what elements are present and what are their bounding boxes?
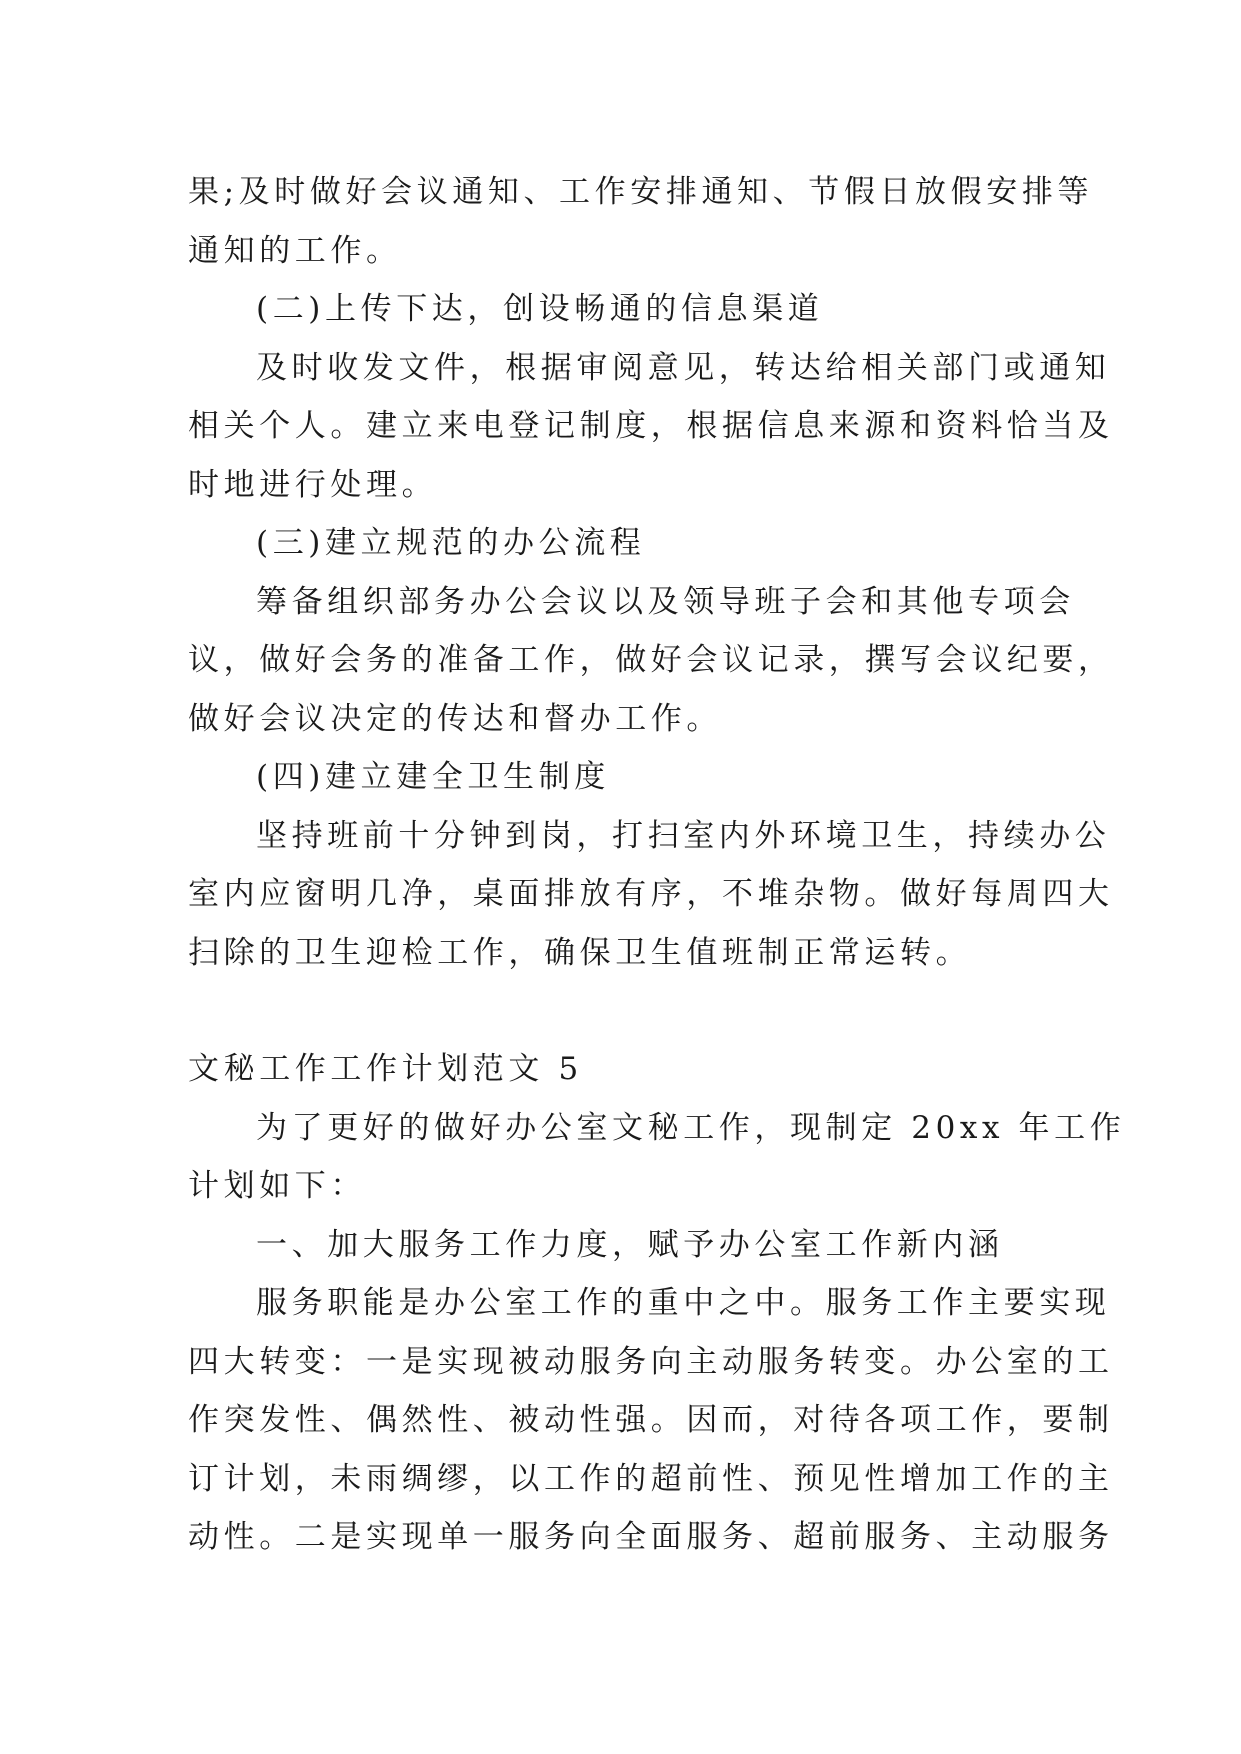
- paragraph-line: 坚持班前十分钟到岗，打扫室内外环境卫生，持续办公: [256, 817, 1111, 854]
- paragraph-line: 计划如下：: [188, 1168, 366, 1204]
- paragraph-line: 室内应窗明几净，桌面排放有序，不堆杂物。做好每周四大: [188, 876, 1114, 912]
- subheading-3: (三)建立规范的办公流程: [256, 525, 646, 561]
- subheading-2: (二)上传下达，创设畅通的信息渠道: [256, 291, 824, 327]
- document-body: [188, 163, 1126, 1567]
- section-title: 文秘工作工作计划范文 5: [188, 1051, 583, 1087]
- paragraph-line: 做好会议决定的传达和督办工作。: [188, 700, 722, 737]
- paragraph-line: 为了更好的做好办公室文秘工作，现制定 20xx 年工作: [256, 1109, 1126, 1146]
- paragraph-line: 动性。二是实现单一服务向全面服务、超前服务、主动服务: [188, 1519, 1114, 1555]
- paragraph-line: 四大转变：一是实现被动服务向主动服务转变。办公室的工: [188, 1343, 1114, 1380]
- subheading-5: 一、加大服务工作力度，赋予办公室工作新内涵: [256, 1226, 1004, 1263]
- paragraph-line: 时地进行处理。: [188, 466, 438, 503]
- paragraph-line: 作突发性、偶然性、被动性强。因而，对待各项工作，要制: [188, 1402, 1114, 1438]
- paragraph-line: 通知的工作。: [188, 232, 402, 269]
- paragraph-line: 议，做好会务的准备工作，做好会议记录，撰写会议纪要，: [188, 642, 1114, 678]
- paragraph-line: 及时收发文件，根据审阅意见，转达给相关部门或通知: [256, 349, 1111, 386]
- paragraph-line: 相关个人。建立来电登记制度，根据信息来源和资料恰当及: [188, 408, 1114, 444]
- paragraph-line: 果;及时做好会议通知、工作安排通知、节假日放假安排等: [188, 174, 1094, 210]
- paragraph-line: 服务职能是办公室工作的重中之中。服务工作主要实现: [256, 1285, 1111, 1321]
- paragraph-line: 扫除的卫生迎检工作，确保卫生值班制正常运转。: [188, 934, 972, 971]
- paragraph-line: 筹备组织部务办公会议以及领导班子会和其他专项会: [256, 583, 1075, 620]
- section-spacer: [188, 982, 1068, 1040]
- paragraph-line: 订计划，未雨绸缪，以工作的超前性、预见性增加工作的主: [188, 1460, 1114, 1497]
- subheading-4: (四)建立建全卫生制度: [256, 759, 610, 795]
